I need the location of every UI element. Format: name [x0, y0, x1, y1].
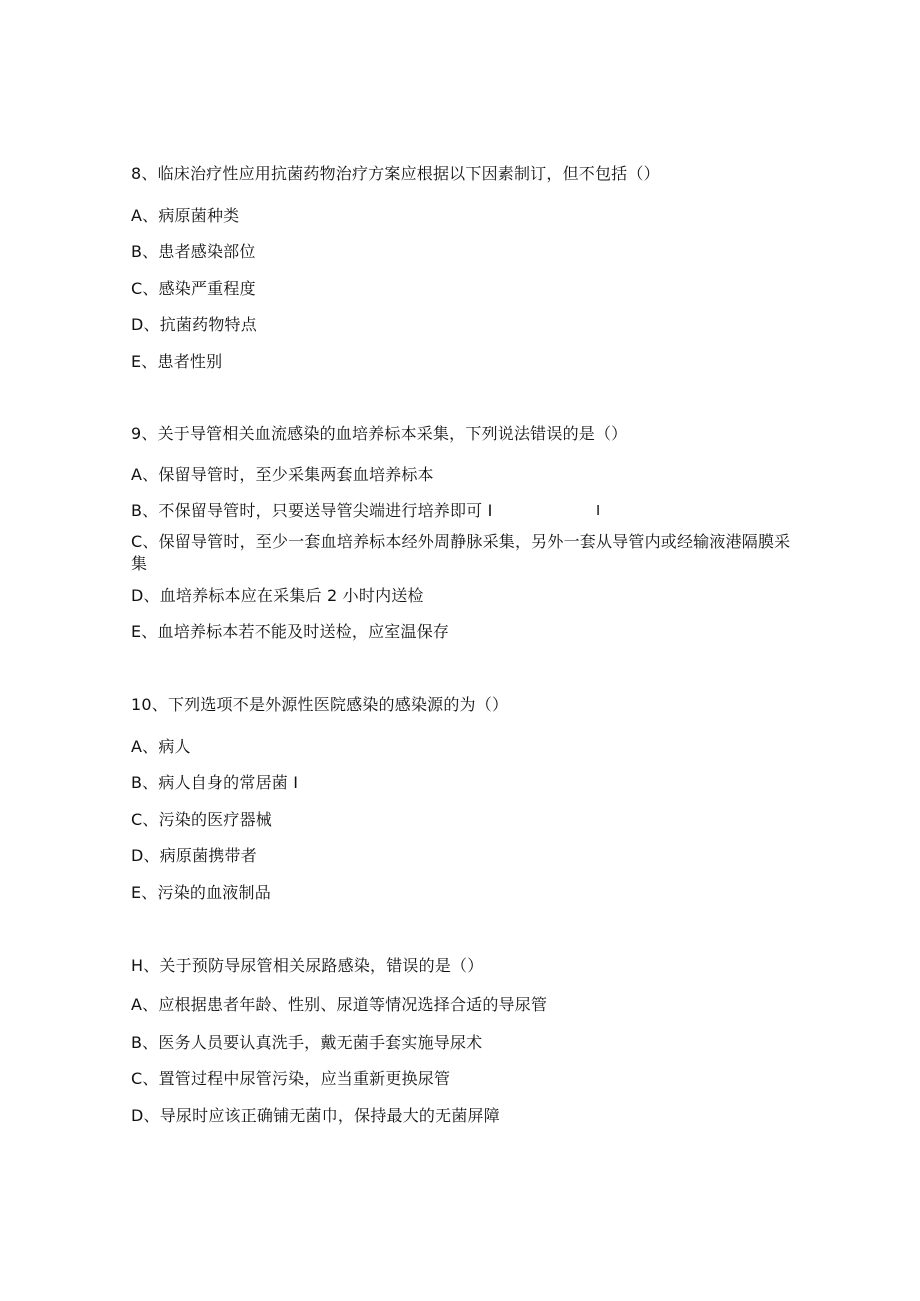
question-h-option-a: A、应根据患者年龄、性别、尿道等情况选择合适的导尿管 [131, 995, 548, 1014]
question-8-option-c: C、感染严重程度 [131, 279, 256, 298]
question-10-option-b: B、病人自身的常居菌 I [131, 773, 299, 792]
question-9-stem: 9、关于导管相关血流感染的血培养标本采集，下列说法错误的是（） [131, 424, 628, 443]
question-h-option-c: C、置管过程中尿管污染，应当重新更换尿管 [131, 1069, 451, 1088]
question-10-option-a: A、病人 [131, 737, 191, 756]
question-h-option-d: D、导尿时应该正确铺无菌巾，保持最大的无菌屏障 [131, 1106, 500, 1125]
question-h-option-b: B、医务人员要认真洗手，戴无菌手套实施导尿术 [131, 1033, 483, 1052]
question-8-option-d: D、抗菌药物特点 [131, 315, 257, 334]
question-9-option-e: E、血培养标本若不能及时送检，应室温保存 [131, 622, 450, 641]
question-8-option-b: B、患者感染部位 [131, 242, 256, 261]
question-9-option-c: C、保留导管时，至少一套血培养标本经外周静脉采集，另外一套从导管内或经输液港隔膜采集 [131, 532, 791, 573]
question-10-option-e: E、污染的血液制品 [131, 883, 271, 902]
question-8-option-e: E、患者性别 [131, 352, 223, 371]
stray-mark: I [596, 502, 601, 519]
question-8-option-a: A、病原菌种类 [131, 206, 240, 225]
question-9-option-a: A、保留导管时，至少采集两套血培养标本 [131, 465, 434, 484]
question-8-stem: 8、临床治疗性应用抗菌药物治疗方案应根据以下因素制订，但不包括（） [131, 164, 660, 183]
question-9-option-b: B、不保留导管时，只要送导管尖端进行培养即可 I [131, 501, 493, 520]
question-9-option-d: D、血培养标本应在采集后 2 小时内送检 [131, 586, 424, 605]
question-h-stem: H、关于预防导尿管相关尿路感染，错误的是（） [131, 956, 484, 975]
question-10-option-c: C、污染的医疗器械 [131, 810, 272, 829]
question-10-stem: 10、下列选项不是外源性医院感染的感染源的为（） [131, 695, 509, 714]
question-10-option-d: D、病原菌携带者 [131, 846, 257, 865]
